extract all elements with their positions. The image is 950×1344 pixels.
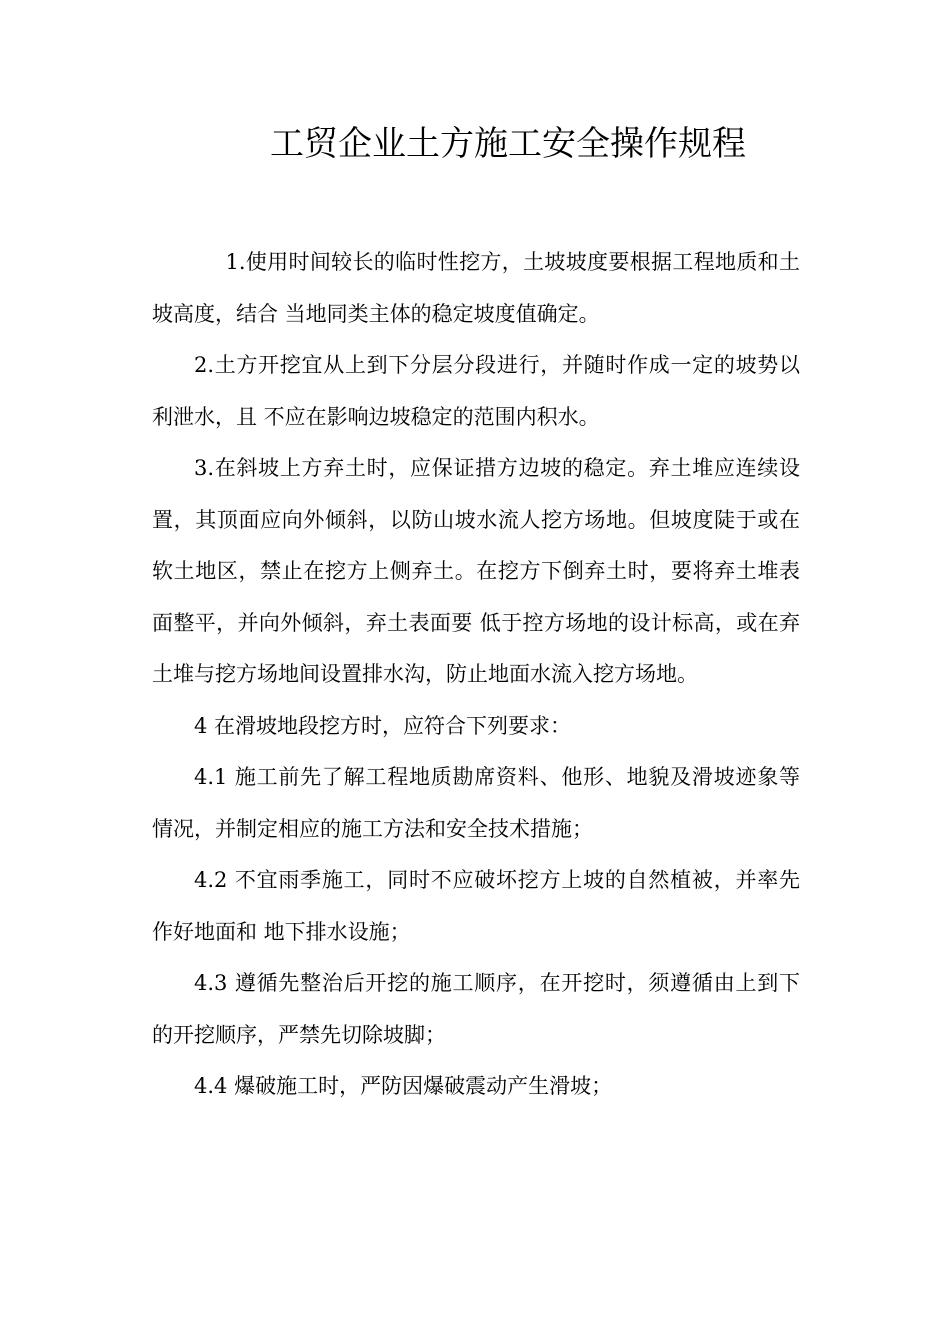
document-title bbox=[0, 118, 950, 170]
document-body bbox=[152, 237, 800, 1113]
paragraph-4: 4 在滑坡地段挖方时，应符合下列要求： bbox=[194, 713, 572, 738]
paragraph-4-4: 4.4 爆破施工时，严防因爆破震动产生滑坡； bbox=[194, 1074, 613, 1098]
paragraph-4-3: 4.3 遵循先整治后开挖的施工顺序，在开挖时，须遵循由上到下的开挖顺序，严禁先切除坡脚； bbox=[152, 971, 800, 1047]
paragraph-4-1: 4.1 施工前先了解工程地质勘席资料、他形、地貌及滑坡迹象等情况，并制定相应的施工方法和安全技术措施； bbox=[152, 765, 800, 841]
paragraph-3: 3.在斜坡上方弃土时，应保证措方边坡的稳定。弃土堆应连续设置，其顶面应向外倾斜，以防山坡水流人挖方场地。但坡度陡于或在软土地区，禁止在挖方上侧弃土。在挖方下倒弃土时，要将弃土堆表面整平，并向外倾斜，弃土表面要 低于控方场地的设计标高，或在弃土堆与挖方场地间设置排水沟，防止地面水流入挖方场地。 bbox=[152, 456, 800, 686]
paragraph-1: 1.使用时间较长的临时性挖方，土坡坡度要根据工程地质和土坡高度，结合 当地同类主体的稳定坡度值确定。 bbox=[152, 250, 800, 326]
paragraph-2: 2.土方开挖宜从上到下分层分段进行，并随时作成一定的坡势以利泄水，且 不应在影响边坡稳定的范围内积水。 bbox=[152, 353, 800, 429]
document-title-text: 工贸企业土方施工安全操作规程 bbox=[270, 124, 746, 164]
paragraph-4-2: 4.2 不宜雨季施工，同时不应破坏挖方上坡的自然植被，并率先作好地面和 地下排水设施； bbox=[152, 868, 800, 944]
